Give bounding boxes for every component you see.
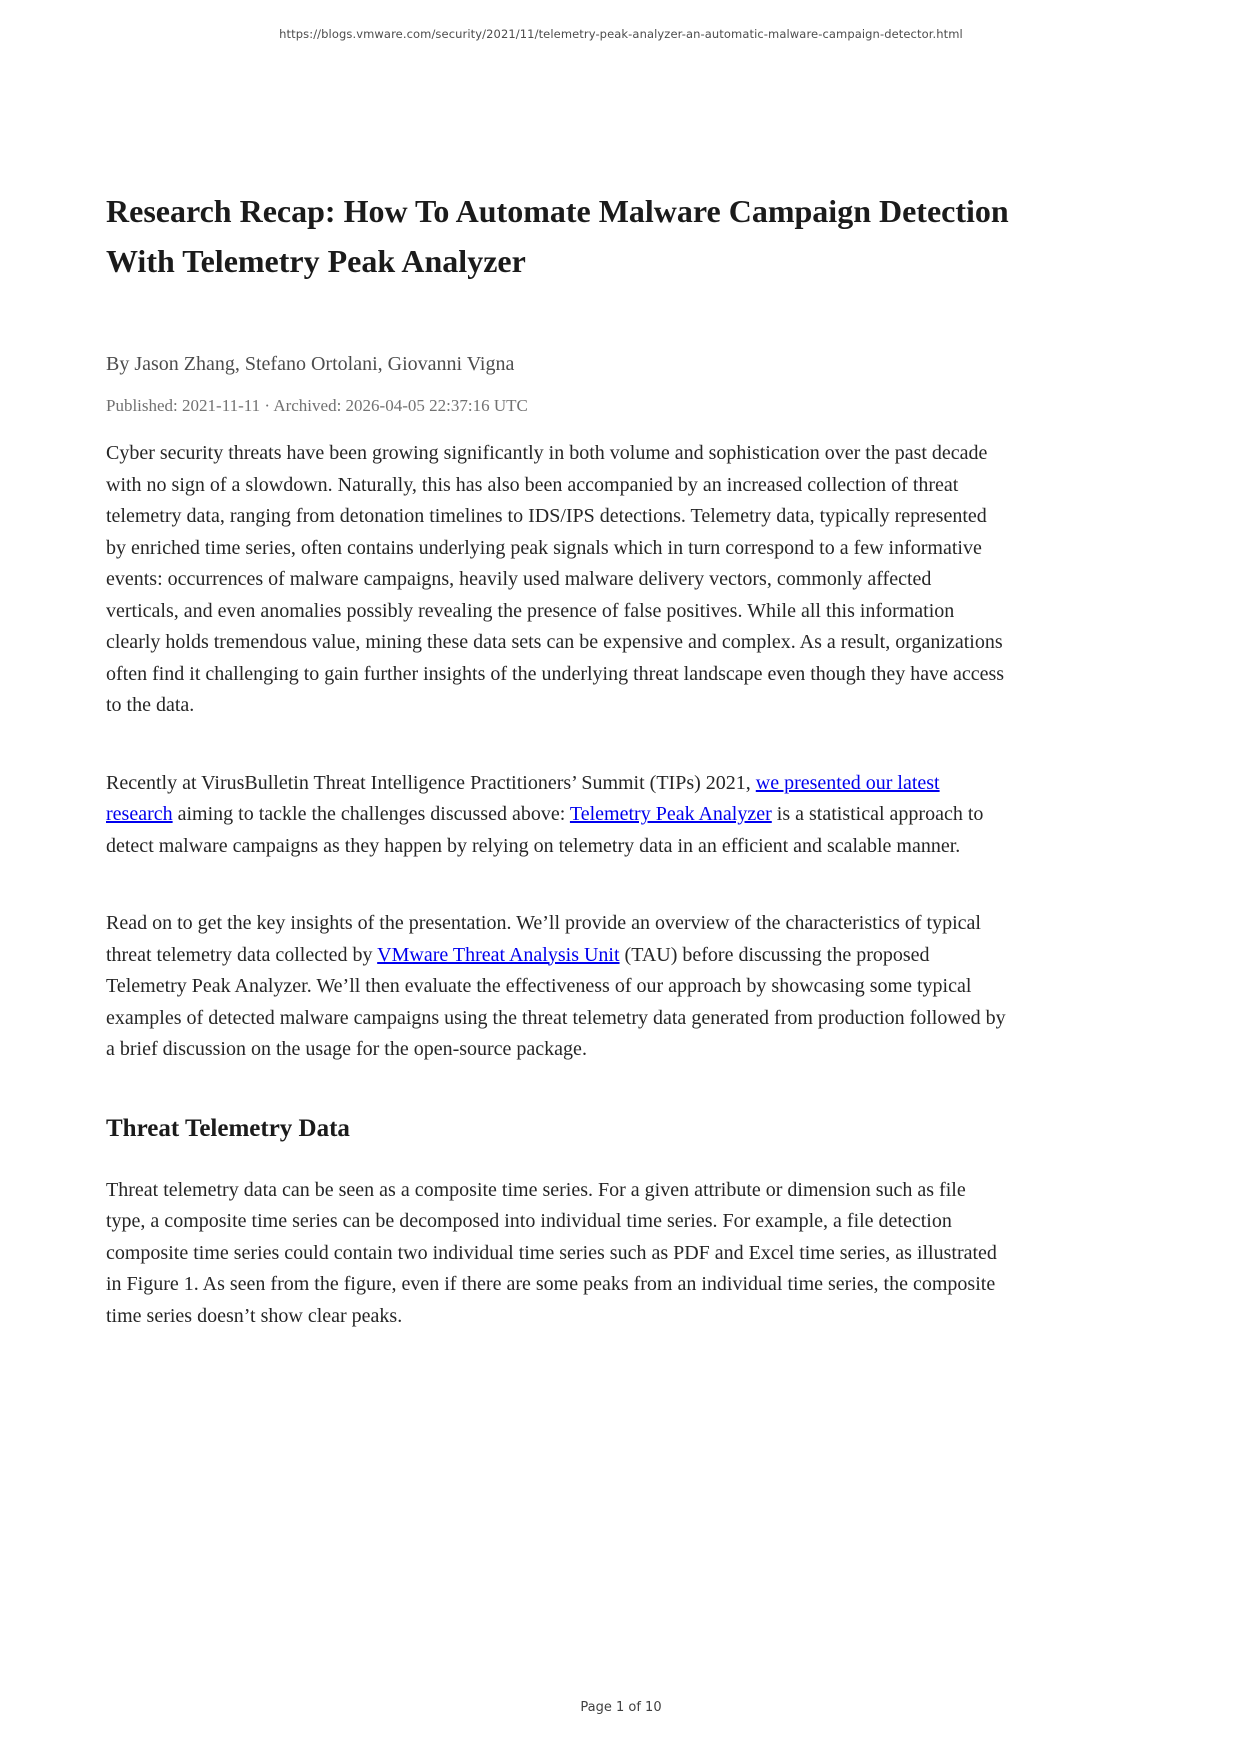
paragraph-text: Recently at VirusBulletin Threat Intelligence Practitioners’ Summit (TIPs) 2021, <box>106 771 756 794</box>
link-telemetry-peak-analyzer[interactable]: Telemetry Peak Analyzer <box>569 803 772 825</box>
section-heading-threat-telemetry-data: Threat Telemetry Data <box>106 1114 350 1142</box>
paragraph-text: aiming to tackle the challenges discussed above: <box>172 803 570 825</box>
archive-url-header: https://blogs.vmware.com/security/2021/11/telemetry-peak-analyzer-an-automatic-malware-campaign-detector.html <box>279 27 963 41</box>
link-vmware-threat-analysis-unit[interactable]: VMware Threat Analysis Unit <box>377 943 620 966</box>
article-byline: By Jason Zhang, Stefano Ortolani, Giovanni Vigna <box>106 353 515 375</box>
paragraph-overview <box>106 908 1006 1066</box>
page-number-footer: Page 1 of 10 <box>580 1700 662 1715</box>
paragraph-text: is a statistical approach to detect malware campaigns as they happen by relying on telemetry data in an efficient and scalable manner. <box>106 803 984 857</box>
paragraph-threat-telemetry-data <box>106 1175 1006 1333</box>
paragraph-text: Threat telemetry data can be seen as a composite time series. For a given attribute or dimension such as file type, a composite time series can be decomposed into individual time series. For example, a file detection composite time series could contain two individual time series such as PDF and Excel time series, as illustrated in Figure 1. As seen from the figure, even if there are some peaks from an individual time series, the composite time series doesn’t show clear peaks. <box>106 1178 997 1327</box>
article-content <box>106 0 1009 1378</box>
paragraph-text: (TAU) before discussing the proposed Telemetry Peak Analyzer. We’ll then evaluate the effectiveness of our approach by showcasing some typical examples of detected malware campaigns using the threat telemetry data generated from production followed by a brief discussion on the usage for the open-source package. <box>106 943 1006 1060</box>
paragraph-intro <box>106 438 1006 722</box>
article-title <box>106 0 1009 286</box>
paragraph-text: Read on to get the key insights of the presentation. We’ll provide an overview of the characteristics of typical threat telemetry data collected by <box>106 912 981 966</box>
article-title-line1: Research Recap: How To Automate Malware Campaign Detection <box>106 193 1009 229</box>
link-we-presented-our-latest-research[interactable]: we presented our latest research <box>106 771 940 825</box>
paragraph-research-announcement <box>106 768 1006 863</box>
article-body <box>106 438 1006 1332</box>
article-title-line2: With Telemetry Peak Analyzer <box>106 243 526 279</box>
paragraph-text: Cyber security threats have been growing significantly in both volume and sophistication over the past decade with no sign of a slowdown. Naturally, this has also been accompanied by an increased collection of threat telemetry data, ranging from detonation timelines to IDS/IPS detections. Telemetry data, typically represented by enriched time series, often contains underlying peak signals which in turn correspond to a few informative events: occurrences of malware campaigns, heavily used malware delivery vectors, commonly affected verticals, and even anomalies possibly revealing the presence of false positives. While all this information clearly holds tremendous value, mining these data sets can be expensive and complex. As a result, organizations often find it challenging to gain further insights of the underlying threat landscape even though they have access to the data. <box>106 442 1005 716</box>
article-published-meta: Published: 2021-11-11 · Archived: 2026-04-05 22:37:16 UTC <box>106 396 528 415</box>
